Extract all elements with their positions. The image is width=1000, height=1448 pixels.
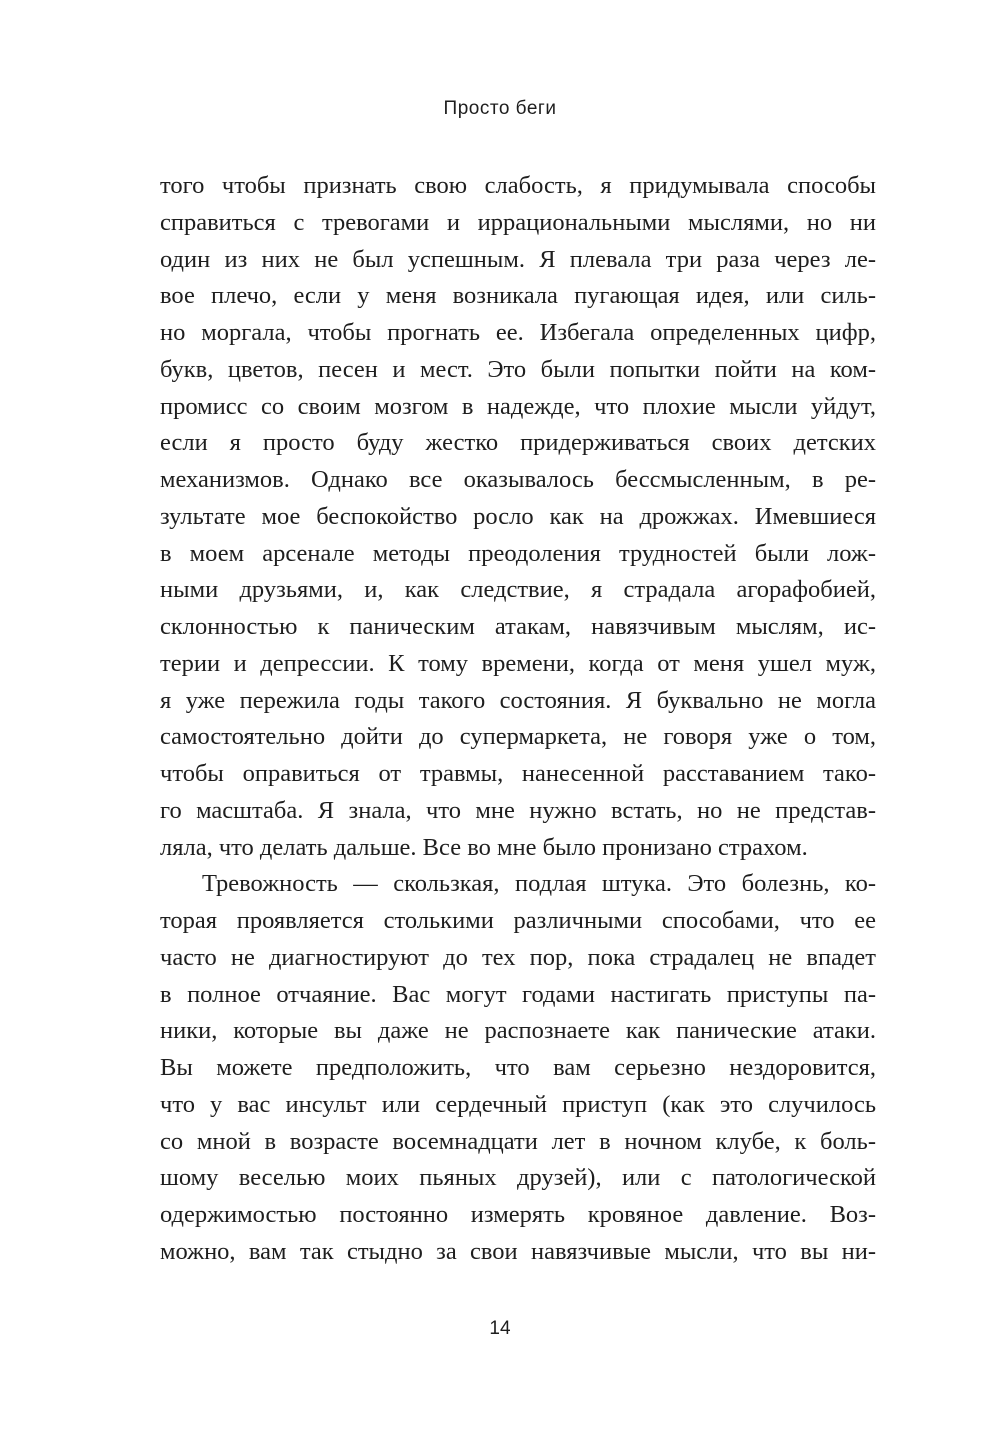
text-line: склонностью к паническим атакам, навязчивым мыслям, ис-: [160, 613, 876, 640]
text-line: что у вас инсульт или сердечный приступ (как это случилось: [160, 1090, 876, 1118]
text-line: зультате мое беспокойство росло как на дрожжах. Имевшиеся: [160, 502, 876, 530]
running-header: Просто беги: [443, 98, 557, 119]
text-line: букв, цветов, песен и мест. Это были попытки пойти на ком-: [160, 355, 876, 383]
text-line: ники, которые вы даже не распознаете как панические атаки.: [160, 1017, 876, 1045]
text-line: со мной в возрасте восемнадцати лет в ночном клубе, к боль-: [160, 1127, 876, 1155]
text-line: вое плечо, если у меня возникала пугающая идея, или силь-: [160, 282, 876, 310]
text-line: механизмов. Однако все оказывалось бессмысленным, в ре-: [160, 466, 876, 493]
text-line: ными друзьями, и, как следствие, я страдала агорафобией,: [160, 576, 876, 604]
text-line: в моем арсенале методы преодоления трудностей были лож-: [160, 539, 876, 567]
text-line: Вы можете предположить, что вам серьезно нездоровится,: [160, 1054, 876, 1081]
text-line: Тревожность — скользкая, подлая штука. Это болезнь, ко-: [202, 870, 876, 898]
text-line: часто не диагностируют до тех пор, пока страдалец не впадет: [160, 943, 876, 971]
text-line: промисс со своим мозгом в надежде, что плохие мысли уйдут,: [160, 392, 876, 420]
text-line: чтобы оправиться от травмы, нанесенной расставанием тако-: [160, 760, 876, 787]
text-line: справиться с тревогами и иррациональными мыслями, но ни: [160, 208, 876, 236]
text-line: ляла, что делать дальше. Все во мне было пронизано страхом.: [160, 833, 808, 861]
text-line: терии и депрессии. К тому времени, когда от меня ушел муж,: [160, 649, 876, 677]
text-line: торая проявляется столькими различными способами, что ее: [160, 907, 876, 934]
text-line: если я просто буду жестко придерживаться своих детских: [160, 429, 876, 457]
body-text: [160, 168, 876, 1271]
text-line: один из них не был успешным. Я плевала три раза через ле-: [160, 245, 876, 273]
text-line: но моргала, чтобы прогнать ее. Избегала определенных цифр,: [160, 319, 876, 346]
paragraph-2: [160, 866, 876, 1270]
text-line: го масштаба. Я знала, что мне нужно встать, но не представ-: [160, 796, 876, 824]
page-number: 14: [489, 1318, 511, 1339]
text-line: в полное отчаяние. Вас могут годами настигать приступы па-: [160, 980, 876, 1008]
text-line: самостоятельно дойти до супермаркета, не говоря уже о том,: [160, 723, 876, 751]
text-line: того чтобы признать свою слабость, я придумывала способы: [160, 172, 876, 199]
paragraph-1: [160, 168, 876, 866]
text-line: я уже пережила годы такого состояния. Я буквально не могла: [160, 686, 876, 714]
text-line: одержимостью постоянно измерять кровяное давление. Воз-: [160, 1201, 876, 1228]
text-line: можно, вам так стыдно за свои навязчивые мысли, что вы ни-: [160, 1237, 876, 1265]
text-line: шому веселью моих пьяных друзей), или с патологической: [160, 1164, 876, 1192]
